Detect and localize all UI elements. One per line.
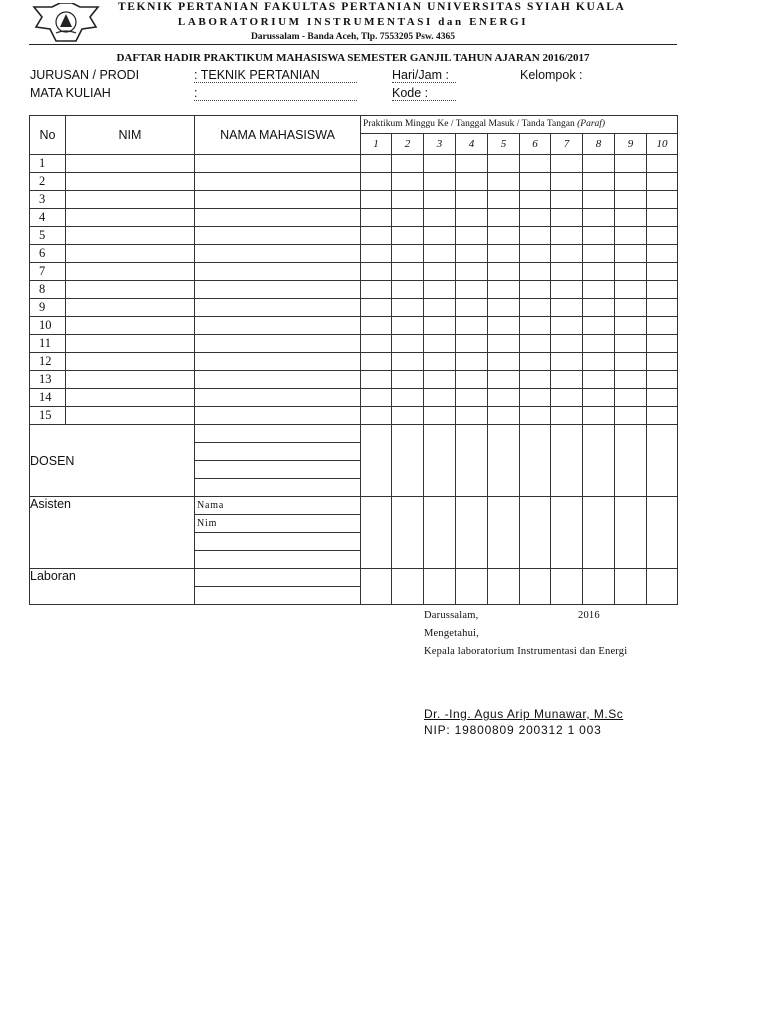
- mengetahui-text: Mengetahui,: [424, 628, 479, 639]
- kode-field[interactable]: Kode :: [392, 86, 456, 101]
- student-week-6-cell[interactable]: [520, 209, 551, 227]
- row-number: 6: [30, 245, 66, 263]
- nama-cell[interactable]: [195, 335, 361, 353]
- student-week-6-cell[interactable]: [520, 281, 551, 299]
- nim-cell[interactable]: [66, 407, 195, 425]
- student-week-4-cell[interactable]: [456, 245, 488, 263]
- student-row: [30, 317, 678, 335]
- nim-cell[interactable]: [66, 155, 195, 173]
- student-week-6-cell[interactable]: [520, 227, 551, 245]
- row-number: 7: [30, 263, 66, 281]
- kelompok-field[interactable]: Kelompok :: [520, 68, 583, 82]
- asisten-week-1-cell[interactable]: [361, 497, 392, 569]
- student-row: [30, 191, 678, 209]
- asisten-name-line[interactable]: Nim: [195, 515, 361, 533]
- student-week-6-cell[interactable]: [520, 263, 551, 281]
- student-week-10-cell[interactable]: [647, 389, 678, 407]
- student-week-3-cell[interactable]: [424, 335, 456, 353]
- student-week-10-cell[interactable]: [647, 371, 678, 389]
- student-week-2-cell[interactable]: [392, 209, 424, 227]
- student-week-7-cell[interactable]: [551, 155, 583, 173]
- dosen-week-2-cell[interactable]: [392, 425, 424, 497]
- student-row: [30, 173, 678, 191]
- student-week-2-cell[interactable]: [392, 173, 424, 191]
- student-row: [30, 389, 678, 407]
- student-week-2-cell[interactable]: [392, 227, 424, 245]
- student-week-6-cell[interactable]: [520, 335, 551, 353]
- student-week-8-cell[interactable]: [583, 407, 615, 425]
- laboran-row: [30, 569, 678, 587]
- student-week-8-cell[interactable]: [583, 245, 615, 263]
- asisten-week-7-cell[interactable]: [551, 497, 583, 569]
- row-number: 3: [30, 191, 66, 209]
- student-week-10-cell[interactable]: [647, 245, 678, 263]
- row-number: 8: [30, 281, 66, 299]
- student-week-1-cell[interactable]: [361, 335, 392, 353]
- student-row: [30, 407, 678, 425]
- student-week-4-cell[interactable]: [456, 263, 488, 281]
- student-week-3-cell[interactable]: [424, 389, 456, 407]
- student-week-7-cell[interactable]: [551, 281, 583, 299]
- student-week-1-cell[interactable]: [361, 317, 392, 335]
- student-week-1-cell[interactable]: [361, 281, 392, 299]
- student-week-2-cell[interactable]: [392, 407, 424, 425]
- student-week-4-cell[interactable]: [456, 407, 488, 425]
- student-week-7-cell[interactable]: [551, 317, 583, 335]
- student-week-8-cell[interactable]: [583, 389, 615, 407]
- dosen-week-7-cell[interactable]: [551, 425, 583, 497]
- student-week-8-cell[interactable]: [583, 353, 615, 371]
- nim-cell[interactable]: [66, 389, 195, 407]
- mata-kuliah-field[interactable]: :: [194, 86, 357, 101]
- student-week-9-cell[interactable]: [615, 371, 647, 389]
- student-week-10-cell[interactable]: [647, 407, 678, 425]
- student-week-9-cell[interactable]: [615, 407, 647, 425]
- student-week-1-cell[interactable]: [361, 389, 392, 407]
- dosen-week-1-cell[interactable]: [361, 425, 392, 497]
- student-week-3-cell[interactable]: [424, 299, 456, 317]
- student-week-8-cell[interactable]: [583, 173, 615, 191]
- nama-cell[interactable]: [195, 317, 361, 335]
- student-week-1-cell[interactable]: [361, 209, 392, 227]
- dosen-name-line[interactable]: [195, 461, 361, 479]
- student-row: [30, 353, 678, 371]
- student-week-5-cell[interactable]: [488, 227, 520, 245]
- student-week-4-cell[interactable]: [456, 227, 488, 245]
- student-week-7-cell[interactable]: [551, 407, 583, 425]
- student-week-10-cell[interactable]: [647, 317, 678, 335]
- laboran-week-7-cell[interactable]: [551, 569, 583, 605]
- student-week-5-cell[interactable]: [488, 245, 520, 263]
- week-8-header: 8: [583, 133, 615, 154]
- nim-cell[interactable]: [66, 353, 195, 371]
- dosen-name-line[interactable]: [195, 425, 361, 443]
- laboran-name-line[interactable]: [195, 587, 361, 605]
- student-week-5-cell[interactable]: [488, 263, 520, 281]
- row-number: 5: [30, 227, 66, 245]
- nama-cell[interactable]: [195, 281, 361, 299]
- nim-cell[interactable]: [66, 263, 195, 281]
- student-week-10-cell[interactable]: [647, 227, 678, 245]
- laboran-name-line[interactable]: [195, 569, 361, 587]
- week-6-header: 6: [520, 133, 551, 154]
- dosen-week-4-cell[interactable]: [456, 425, 488, 497]
- header-divider: [29, 44, 677, 45]
- student-week-2-cell[interactable]: [392, 299, 424, 317]
- student-week-7-cell[interactable]: [551, 245, 583, 263]
- student-row: [30, 281, 678, 299]
- student-week-1-cell[interactable]: [361, 227, 392, 245]
- student-week-6-cell[interactable]: [520, 371, 551, 389]
- student-week-4-cell[interactable]: [456, 335, 488, 353]
- laboran-week-4-cell[interactable]: [456, 569, 488, 605]
- student-week-8-cell[interactable]: [583, 371, 615, 389]
- student-week-3-cell[interactable]: [424, 407, 456, 425]
- signatory-position: Kepala laboratorium Instrumentasi dan Energi: [424, 646, 628, 657]
- student-week-2-cell[interactable]: [392, 281, 424, 299]
- row-number: 2: [30, 173, 66, 191]
- asisten-name-line[interactable]: Nama: [195, 497, 361, 515]
- student-week-2-cell[interactable]: [392, 191, 424, 209]
- asisten-week-2-cell[interactable]: [392, 497, 424, 569]
- laboran-week-2-cell[interactable]: [392, 569, 424, 605]
- weeks-header: [361, 116, 678, 134]
- laboran-week-6-cell[interactable]: [520, 569, 551, 605]
- student-week-9-cell[interactable]: [615, 353, 647, 371]
- weeks-header-paraf: (Paraf): [577, 119, 606, 130]
- student-week-3-cell[interactable]: [424, 281, 456, 299]
- week-10-header: 10: [647, 133, 678, 154]
- student-week-8-cell[interactable]: [583, 317, 615, 335]
- asisten-week-9-cell[interactable]: [615, 497, 647, 569]
- student-week-7-cell[interactable]: [551, 371, 583, 389]
- student-week-4-cell[interactable]: [456, 281, 488, 299]
- nim-cell[interactable]: [66, 299, 195, 317]
- row-number: 15: [30, 407, 66, 425]
- student-week-6-cell[interactable]: [520, 173, 551, 191]
- weeks-header-text: Praktikum Minggu Ke / Tanggal Masuk / Tanda Tangan: [363, 119, 575, 130]
- week-3-header: 3: [424, 133, 456, 154]
- student-week-6-cell[interactable]: [520, 155, 551, 173]
- nim-cell[interactable]: [66, 245, 195, 263]
- dosen-name-line[interactable]: [195, 479, 361, 497]
- laboran-week-3-cell[interactable]: [424, 569, 456, 605]
- week-4-header: 4: [456, 133, 488, 154]
- student-week-1-cell[interactable]: [361, 371, 392, 389]
- asisten-row: [30, 497, 678, 515]
- dosen-row: [30, 425, 678, 443]
- row-number: 1: [30, 155, 66, 173]
- student-week-8-cell[interactable]: [583, 209, 615, 227]
- student-week-1-cell[interactable]: [361, 299, 392, 317]
- student-week-3-cell[interactable]: [424, 209, 456, 227]
- student-week-5-cell[interactable]: [488, 335, 520, 353]
- student-week-9-cell[interactable]: [615, 155, 647, 173]
- student-week-2-cell[interactable]: [392, 155, 424, 173]
- student-week-7-cell[interactable]: [551, 299, 583, 317]
- student-week-3-cell[interactable]: [424, 317, 456, 335]
- nim-cell[interactable]: [66, 317, 195, 335]
- institution-name: TEKNIK PERTANIAN FAKULTAS PERTANIAN UNIVERSITAS SYIAH KUALA: [118, 1, 626, 13]
- week-9-header: 9: [615, 133, 647, 154]
- student-week-7-cell[interactable]: [551, 353, 583, 371]
- student-week-4-cell[interactable]: [456, 389, 488, 407]
- student-week-8-cell[interactable]: [583, 227, 615, 245]
- document-title: DAFTAR HADIR PRAKTIKUM MAHASISWA SEMESTER GANJIL TAHUN AJARAN 2016/2017: [116, 52, 590, 64]
- student-week-3-cell[interactable]: [424, 227, 456, 245]
- row-number: 9: [30, 299, 66, 317]
- dosen-week-9-cell[interactable]: [615, 425, 647, 497]
- attendance-table: [29, 115, 678, 605]
- student-week-9-cell[interactable]: [615, 263, 647, 281]
- student-week-7-cell[interactable]: [551, 263, 583, 281]
- nim-cell[interactable]: [66, 281, 195, 299]
- dosen-week-5-cell[interactable]: [488, 425, 520, 497]
- nama-cell[interactable]: [195, 353, 361, 371]
- student-week-10-cell[interactable]: [647, 281, 678, 299]
- student-week-3-cell[interactable]: [424, 155, 456, 173]
- student-week-3-cell[interactable]: [424, 191, 456, 209]
- laboran-week-8-cell[interactable]: [583, 569, 615, 605]
- student-row: [30, 155, 678, 173]
- nama-cell[interactable]: [195, 263, 361, 281]
- asisten-name-line[interactable]: [195, 533, 361, 551]
- asisten-label: Asisten: [30, 497, 195, 569]
- row-number: 11: [30, 335, 66, 353]
- student-week-2-cell[interactable]: [392, 263, 424, 281]
- student-week-6-cell[interactable]: [520, 353, 551, 371]
- student-week-10-cell[interactable]: [647, 173, 678, 191]
- student-week-5-cell[interactable]: [488, 389, 520, 407]
- student-week-1-cell[interactable]: [361, 407, 392, 425]
- nama-cell[interactable]: [195, 407, 361, 425]
- student-week-5-cell[interactable]: [488, 317, 520, 335]
- student-week-10-cell[interactable]: [647, 263, 678, 281]
- nim-cell[interactable]: [66, 227, 195, 245]
- signatory-nip: NIP: 19800809 200312 1 003: [424, 723, 602, 737]
- student-week-2-cell[interactable]: [392, 353, 424, 371]
- nim-cell[interactable]: [66, 335, 195, 353]
- student-week-8-cell[interactable]: [583, 299, 615, 317]
- student-week-1-cell[interactable]: [361, 191, 392, 209]
- student-week-10-cell[interactable]: [647, 335, 678, 353]
- student-week-3-cell[interactable]: [424, 371, 456, 389]
- student-week-6-cell[interactable]: [520, 191, 551, 209]
- student-week-8-cell[interactable]: [583, 335, 615, 353]
- dosen-name-line[interactable]: [195, 443, 361, 461]
- row-number: 14: [30, 389, 66, 407]
- col-nim-header: NIM: [66, 116, 195, 155]
- student-row: [30, 371, 678, 389]
- dosen-week-10-cell[interactable]: [647, 425, 678, 497]
- student-week-5-cell[interactable]: [488, 353, 520, 371]
- university-logo: [30, 3, 102, 43]
- student-week-8-cell[interactable]: [583, 191, 615, 209]
- student-week-9-cell[interactable]: [615, 389, 647, 407]
- student-week-7-cell[interactable]: [551, 209, 583, 227]
- asisten-week-10-cell[interactable]: [647, 497, 678, 569]
- student-week-3-cell[interactable]: [424, 245, 456, 263]
- student-week-4-cell[interactable]: [456, 317, 488, 335]
- student-row: [30, 209, 678, 227]
- laboran-label: Laboran: [30, 569, 195, 605]
- nim-cell[interactable]: [66, 173, 195, 191]
- student-row: [30, 227, 678, 245]
- student-week-4-cell[interactable]: [456, 173, 488, 191]
- student-week-3-cell[interactable]: [424, 353, 456, 371]
- student-week-10-cell[interactable]: [647, 155, 678, 173]
- student-week-4-cell[interactable]: [456, 209, 488, 227]
- student-week-5-cell[interactable]: [488, 155, 520, 173]
- student-week-3-cell[interactable]: [424, 173, 456, 191]
- student-week-7-cell[interactable]: [551, 191, 583, 209]
- student-week-6-cell[interactable]: [520, 389, 551, 407]
- student-row: [30, 299, 678, 317]
- student-week-5-cell[interactable]: [488, 407, 520, 425]
- student-week-6-cell[interactable]: [520, 245, 551, 263]
- row-number: 12: [30, 353, 66, 371]
- nama-cell[interactable]: [195, 227, 361, 245]
- student-week-4-cell[interactable]: [456, 155, 488, 173]
- dosen-week-8-cell[interactable]: [583, 425, 615, 497]
- signatory-name: Dr. -Ing. Agus Arip Munawar, M.Sc: [424, 707, 624, 721]
- student-week-7-cell[interactable]: [551, 389, 583, 407]
- student-week-8-cell[interactable]: [583, 263, 615, 281]
- student-week-9-cell[interactable]: [615, 173, 647, 191]
- student-row: [30, 263, 678, 281]
- nama-cell[interactable]: [195, 173, 361, 191]
- student-week-9-cell[interactable]: [615, 191, 647, 209]
- nama-cell[interactable]: [195, 155, 361, 173]
- student-week-1-cell[interactable]: [361, 263, 392, 281]
- nama-cell[interactable]: [195, 209, 361, 227]
- student-week-7-cell[interactable]: [551, 173, 583, 191]
- student-week-2-cell[interactable]: [392, 245, 424, 263]
- student-week-6-cell[interactable]: [520, 317, 551, 335]
- student-week-5-cell[interactable]: [488, 281, 520, 299]
- row-number: 4: [30, 209, 66, 227]
- student-week-5-cell[interactable]: [488, 371, 520, 389]
- student-week-10-cell[interactable]: [647, 299, 678, 317]
- student-week-5-cell[interactable]: [488, 299, 520, 317]
- student-week-5-cell[interactable]: [488, 209, 520, 227]
- student-week-4-cell[interactable]: [456, 371, 488, 389]
- student-week-9-cell[interactable]: [615, 227, 647, 245]
- student-week-2-cell[interactable]: [392, 317, 424, 335]
- row-number: 13: [30, 371, 66, 389]
- laboran-week-5-cell[interactable]: [488, 569, 520, 605]
- lab-name: LABORATORIUM INSTRUMENTASI dan ENERGI: [177, 16, 529, 28]
- dosen-week-3-cell[interactable]: [424, 425, 456, 497]
- student-week-10-cell[interactable]: [647, 353, 678, 371]
- student-week-2-cell[interactable]: [392, 335, 424, 353]
- laboran-week-9-cell[interactable]: [615, 569, 647, 605]
- student-week-1-cell[interactable]: [361, 173, 392, 191]
- student-week-4-cell[interactable]: [456, 191, 488, 209]
- student-week-6-cell[interactable]: [520, 299, 551, 317]
- student-week-9-cell[interactable]: [615, 281, 647, 299]
- student-week-9-cell[interactable]: [615, 209, 647, 227]
- student-week-8-cell[interactable]: [583, 281, 615, 299]
- week-1-header: 1: [361, 133, 392, 154]
- student-week-1-cell[interactable]: [361, 245, 392, 263]
- student-week-7-cell[interactable]: [551, 335, 583, 353]
- week-5-header: 5: [488, 133, 520, 154]
- student-week-8-cell[interactable]: [583, 155, 615, 173]
- week-2-header: 2: [392, 133, 424, 154]
- student-week-9-cell[interactable]: [615, 245, 647, 263]
- student-week-6-cell[interactable]: [520, 407, 551, 425]
- week-7-header: 7: [551, 133, 583, 154]
- laboran-week-1-cell[interactable]: [361, 569, 392, 605]
- place-date: Darussalam,: [424, 610, 479, 621]
- student-week-1-cell[interactable]: [361, 155, 392, 173]
- nim-cell[interactable]: [66, 191, 195, 209]
- student-week-10-cell[interactable]: [647, 191, 678, 209]
- col-no-header: No: [30, 116, 66, 155]
- student-week-2-cell[interactable]: [392, 389, 424, 407]
- jurusan-field[interactable]: : TEKNIK PERTANIAN: [194, 68, 357, 83]
- asisten-name-line[interactable]: [195, 551, 361, 569]
- asisten-week-5-cell[interactable]: [488, 497, 520, 569]
- dosen-label: DOSEN: [30, 425, 195, 497]
- laboran-week-10-cell[interactable]: [647, 569, 678, 605]
- header-row-top: [30, 116, 678, 134]
- col-nama-header: NAMA MAHASISWA: [195, 116, 361, 155]
- mata-kuliah-label: MATA KULIAH: [30, 86, 111, 100]
- asisten-week-6-cell[interactable]: [520, 497, 551, 569]
- student-row: [30, 335, 678, 353]
- student-week-2-cell[interactable]: [392, 371, 424, 389]
- student-week-9-cell[interactable]: [615, 317, 647, 335]
- hari-jam-field[interactable]: Hari/Jam :: [392, 68, 456, 83]
- student-week-7-cell[interactable]: [551, 227, 583, 245]
- student-week-5-cell[interactable]: [488, 173, 520, 191]
- student-week-3-cell[interactable]: [424, 263, 456, 281]
- nama-cell[interactable]: [195, 299, 361, 317]
- student-week-10-cell[interactable]: [647, 209, 678, 227]
- jurusan-label: JURUSAN / PRODI: [30, 68, 140, 82]
- student-week-9-cell[interactable]: [615, 299, 647, 317]
- asisten-week-4-cell[interactable]: [456, 497, 488, 569]
- nama-cell[interactable]: [195, 371, 361, 389]
- nim-cell[interactable]: [66, 371, 195, 389]
- student-week-1-cell[interactable]: [361, 353, 392, 371]
- student-week-4-cell[interactable]: [456, 353, 488, 371]
- student-row: [30, 245, 678, 263]
- row-number: 10: [30, 317, 66, 335]
- student-week-4-cell[interactable]: [456, 299, 488, 317]
- asisten-week-8-cell[interactable]: [583, 497, 615, 569]
- lab-address: Darussalam - Banda Aceh, Tlp. 7553205 Psw. 4365: [250, 32, 456, 42]
- signature-year: 2016: [578, 610, 600, 621]
- nama-cell[interactable]: [195, 191, 361, 209]
- nim-cell[interactable]: [66, 209, 195, 227]
- dosen-week-6-cell[interactable]: [520, 425, 551, 497]
- asisten-week-3-cell[interactable]: [424, 497, 456, 569]
- nama-cell[interactable]: [195, 245, 361, 263]
- student-week-9-cell[interactable]: [615, 335, 647, 353]
- nama-cell[interactable]: [195, 389, 361, 407]
- student-week-5-cell[interactable]: [488, 191, 520, 209]
